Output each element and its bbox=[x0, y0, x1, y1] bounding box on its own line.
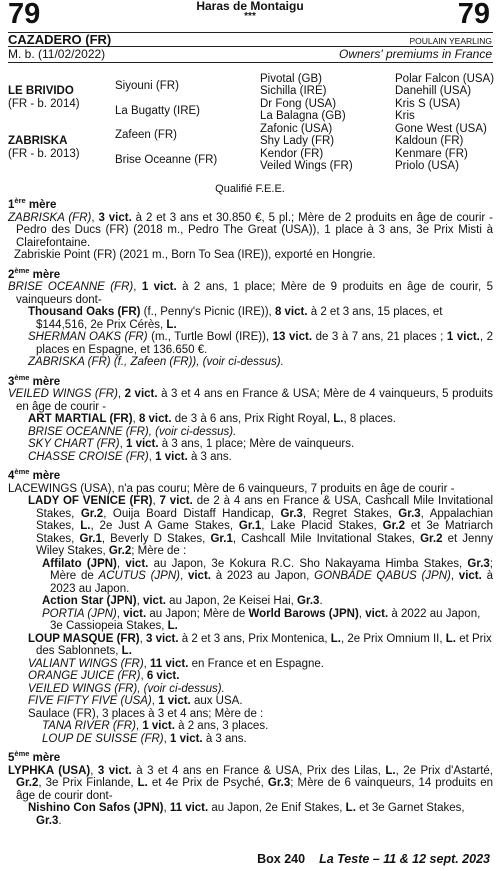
mere-3-heading: 3ème mère bbox=[8, 372, 61, 388]
ped-g2-4: Zafonic (USA) bbox=[260, 123, 333, 135]
ped-g3-6: Kenmare (FR) bbox=[395, 148, 468, 160]
lot-number-left: 79 bbox=[8, 0, 41, 30]
mere-5-produce-nishino: Nishino Con Safos (JPN), 11 vict. au Japon, 2e Enif Stakes, L. et 3e Garnet Stakes, Gr.3. bbox=[28, 802, 465, 827]
sire-name: LE BRIVIDO bbox=[8, 85, 74, 97]
sale-title: Haras de Montaigu bbox=[196, 0, 304, 13]
ped-g2-1: Sichilla (IRE) bbox=[260, 85, 327, 97]
ped-g3-1: Danehill (USA) bbox=[395, 85, 472, 97]
horse-type: POULAIN YEARLING bbox=[409, 36, 492, 46]
ped-g3-3: Kris bbox=[395, 110, 415, 122]
mere-4-grandproduce-tana-river: TANA RIVER (FR), 1 vict. à 2 ans, 3 places. bbox=[42, 720, 269, 732]
family-notes bbox=[8, 192, 493, 827]
ped-g3-7: Priolo (USA) bbox=[395, 160, 459, 172]
mere-3-entry: VEILED WINGS (FR), 2 vict. à 3 et 4 ans en France & USA; Mère de 4 vainqueurs, 5 produits en âge de courir - bbox=[8, 388, 493, 413]
mere-4-produce-valiant-wings: VALIANT WINGS (FR), 11 vict. en France et en Espagne. bbox=[28, 657, 324, 670]
ped-g2-6: Kendor (FR) bbox=[260, 148, 324, 160]
mere-2-produce-2: SHERMAN OAKS (FR) (m., Turtle Bowl (IRE)), 13 vict. de 3 à 7 ans, 21 places ; 1 vict., 2 places en Espagne, et 136.650 €. bbox=[28, 331, 494, 356]
divider-pedigree bbox=[8, 62, 493, 63]
mere-4-produce-orange-juice: ORANGE JUICE (FR), 6 vict. bbox=[28, 670, 180, 682]
ped-g1-0: Siyouni (FR) bbox=[115, 80, 179, 92]
mere-1-produce: Zabriskie Point (FR) (2021 m., Born To Sea (IRE)), exporté en Hongrie. bbox=[14, 249, 376, 261]
mere-5-entry: LYPHKA (USA), 3 vict. à 3 et 4 ans en France & USA, Prix des Lilas, L., 2e Prix d'Astarté, Gr.2, 3e Prix Finlande, L. et 4e Prix de Psyché, Gr.3; Mère de 6 vainqueurs, 14 produits en âge de courir dont- bbox=[8, 764, 493, 802]
mere-4-produce-saulace: Saulace (FR), 3 places à 3 et 4 ans; Mère de : bbox=[28, 707, 264, 720]
box-number: Box 240 bbox=[257, 852, 306, 866]
ped-g2-7: Veiled Wings (FR) bbox=[260, 160, 353, 172]
mere-3-produce-2: BRISE OCEANNE (FR), (voir ci-dessus). bbox=[28, 425, 237, 438]
mere-2-produce-1: Thousand Oaks (FR) (f., Penny's Picnic (IRE)), 8 vict. à 2 et 3 ans, 15 places, et $144,516, 2e Prix Cérès, L. bbox=[28, 306, 443, 331]
horse-name: CAZADERO (FR) bbox=[8, 32, 112, 47]
event-name: La Teste – 11 & 12 sept. 2023 bbox=[319, 852, 490, 866]
mere-4-grandproduce-loup-de-suisse: LOUP DE SUISSE (FR), 1 vict. à 3 ans. bbox=[42, 732, 247, 745]
sale-stars: *** bbox=[244, 11, 256, 22]
ped-g2-2: Dr Fong (USA) bbox=[260, 98, 337, 110]
mere-4-produce-veiled-wings: VEILED WINGS (FR), (voir ci-dessus). bbox=[28, 682, 225, 695]
mere-4-produce-lady-of-venice: LADY OF VENICE (FR), 7 vict. de 2 à 4 ans en France & USA, Cashcall Mile Invitational Stakes, Gr.2, Ouija Board Distaff Handicap, Gr.3, Regret Stakes, Gr.3, Appalachian Stakes, L., 2e Just A Game Stakes, Gr.1, Lake Placid Stakes, Gr.2 et 3e Matriarch Stakes, Gr.1, Beverly D Stakes, Gr.1, Cashcall Mile Invitational Stakes, Gr.2 et Jenny Wiley Stakes, Gr.2; Mère de : bbox=[28, 495, 494, 557]
mere-3-produce-4: CHASSE CROISE (FR), 1 vict. à 3 ans. bbox=[28, 450, 232, 463]
mere-1-entry: ZABRISKA (FR), 3 vict. à 2 et 3 ans et 30.850 €, 5 pl.; Mère de 2 produits en âge de courir - Pedro des Ducs (FR) (2018 m., Pedro The Great (USA)), 1 place à 3 ans, 3e Prix Misti à Clairefontaine. bbox=[8, 211, 493, 249]
mere-4-entry: LACEWINGS (USA), n'a pas couru; Mère de 6 vainqueurs, 7 produits en âge de courir - bbox=[8, 482, 455, 495]
mere-1-heading: 1ère mère bbox=[8, 196, 57, 211]
owners-premiums: Owners' premiums in France bbox=[339, 47, 492, 61]
ped-g3-5: Kaldoun (FR) bbox=[395, 135, 464, 147]
mere-4-grandproduce-portia: PORTIA (JPN), vict. au Japon; Mère de World Barows (JPN), vict. à 2022 au Japon, 3e Cassiopeia Stakes, L. bbox=[42, 607, 481, 632]
ped-g3-4: Gone West (USA) bbox=[395, 123, 487, 135]
ped-g1-1: La Bugatty (IRE) bbox=[115, 105, 201, 117]
mere-2-entry: BRISE OCEANNE (FR), 1 vict. à 2 ans, 1 place; Mère de 9 produits en âge de courir, 5 vainqueurs dont- bbox=[8, 281, 494, 306]
mere-4-grandproduce-affilato: Affilato (JPN), vict. au Japon, 3e Kokura R.C. Sho Nakayama Himba Stakes, Gr.3; Mère de ACUTUS (JPN), vict. à 2023 au Japon, GONBADE QABUS (JPN), vict. à 2023 au Japon. bbox=[42, 557, 493, 595]
header bbox=[0, 0, 500, 30]
mere-4-heading: 4ème mère bbox=[8, 467, 61, 482]
ped-g2-3: La Balagna (GB) bbox=[260, 110, 346, 122]
mere-2-heading: 2ème mère bbox=[8, 265, 61, 281]
ped-g2-0: Pivotal (GB) bbox=[260, 73, 322, 85]
ped-g1-3: Brise Oceanne (FR) bbox=[115, 154, 218, 166]
ped-g2-5: Shy Lady (FR) bbox=[260, 135, 335, 147]
mere-2-produce-3: ZABRISKA (FR) (f., Zafeen (FR)), (voir ci-dessus). bbox=[28, 356, 284, 368]
dam-name: ZABRISKA bbox=[8, 135, 68, 147]
sire-info: (FR - b. 2014) bbox=[8, 98, 80, 110]
mere-5-heading: 5ème mère bbox=[8, 749, 61, 764]
mere-4-grandproduce-action-star: Action Star (JPN), vict. au Japon, 2e Keisei Hai, Gr.3. bbox=[42, 595, 323, 607]
ped-g3-0: Polar Falcon (USA) bbox=[395, 73, 495, 85]
dam-info: (FR - b. 2013) bbox=[8, 148, 80, 160]
lot-number-right: 79 bbox=[457, 0, 490, 30]
qualifie-fee: Qualifié F.E.E. bbox=[215, 183, 285, 195]
sex-birth: M. b. (11/02/2022) bbox=[8, 47, 106, 61]
mere-3-produce-3: SKY CHART (FR), 1 vict. à 3 ans, 1 place; Mère de vainqueurs. bbox=[28, 438, 355, 450]
footer bbox=[257, 852, 490, 866]
ped-g1-2: Zafeen (FR) bbox=[115, 129, 177, 141]
mere-4-produce-five-fifty-five: FIVE FIFTY FIVE (USA), 1 vict. aux USA. bbox=[28, 695, 243, 707]
ped-g3-2: Kris S (USA) bbox=[395, 98, 461, 110]
mere-3-produce-1: ART MARTIAL (FR), 8 vict. de 3 à 6 ans, Prix Right Royal, L., 8 places. bbox=[28, 413, 396, 425]
mere-4-produce-loup-masque: LOUP MASQUE (FR), 3 vict. à 2 et 3 ans, Prix Montenica, L., 2e Prix Omnium II, L. et Prix des Sablonnets, L. bbox=[28, 632, 492, 657]
